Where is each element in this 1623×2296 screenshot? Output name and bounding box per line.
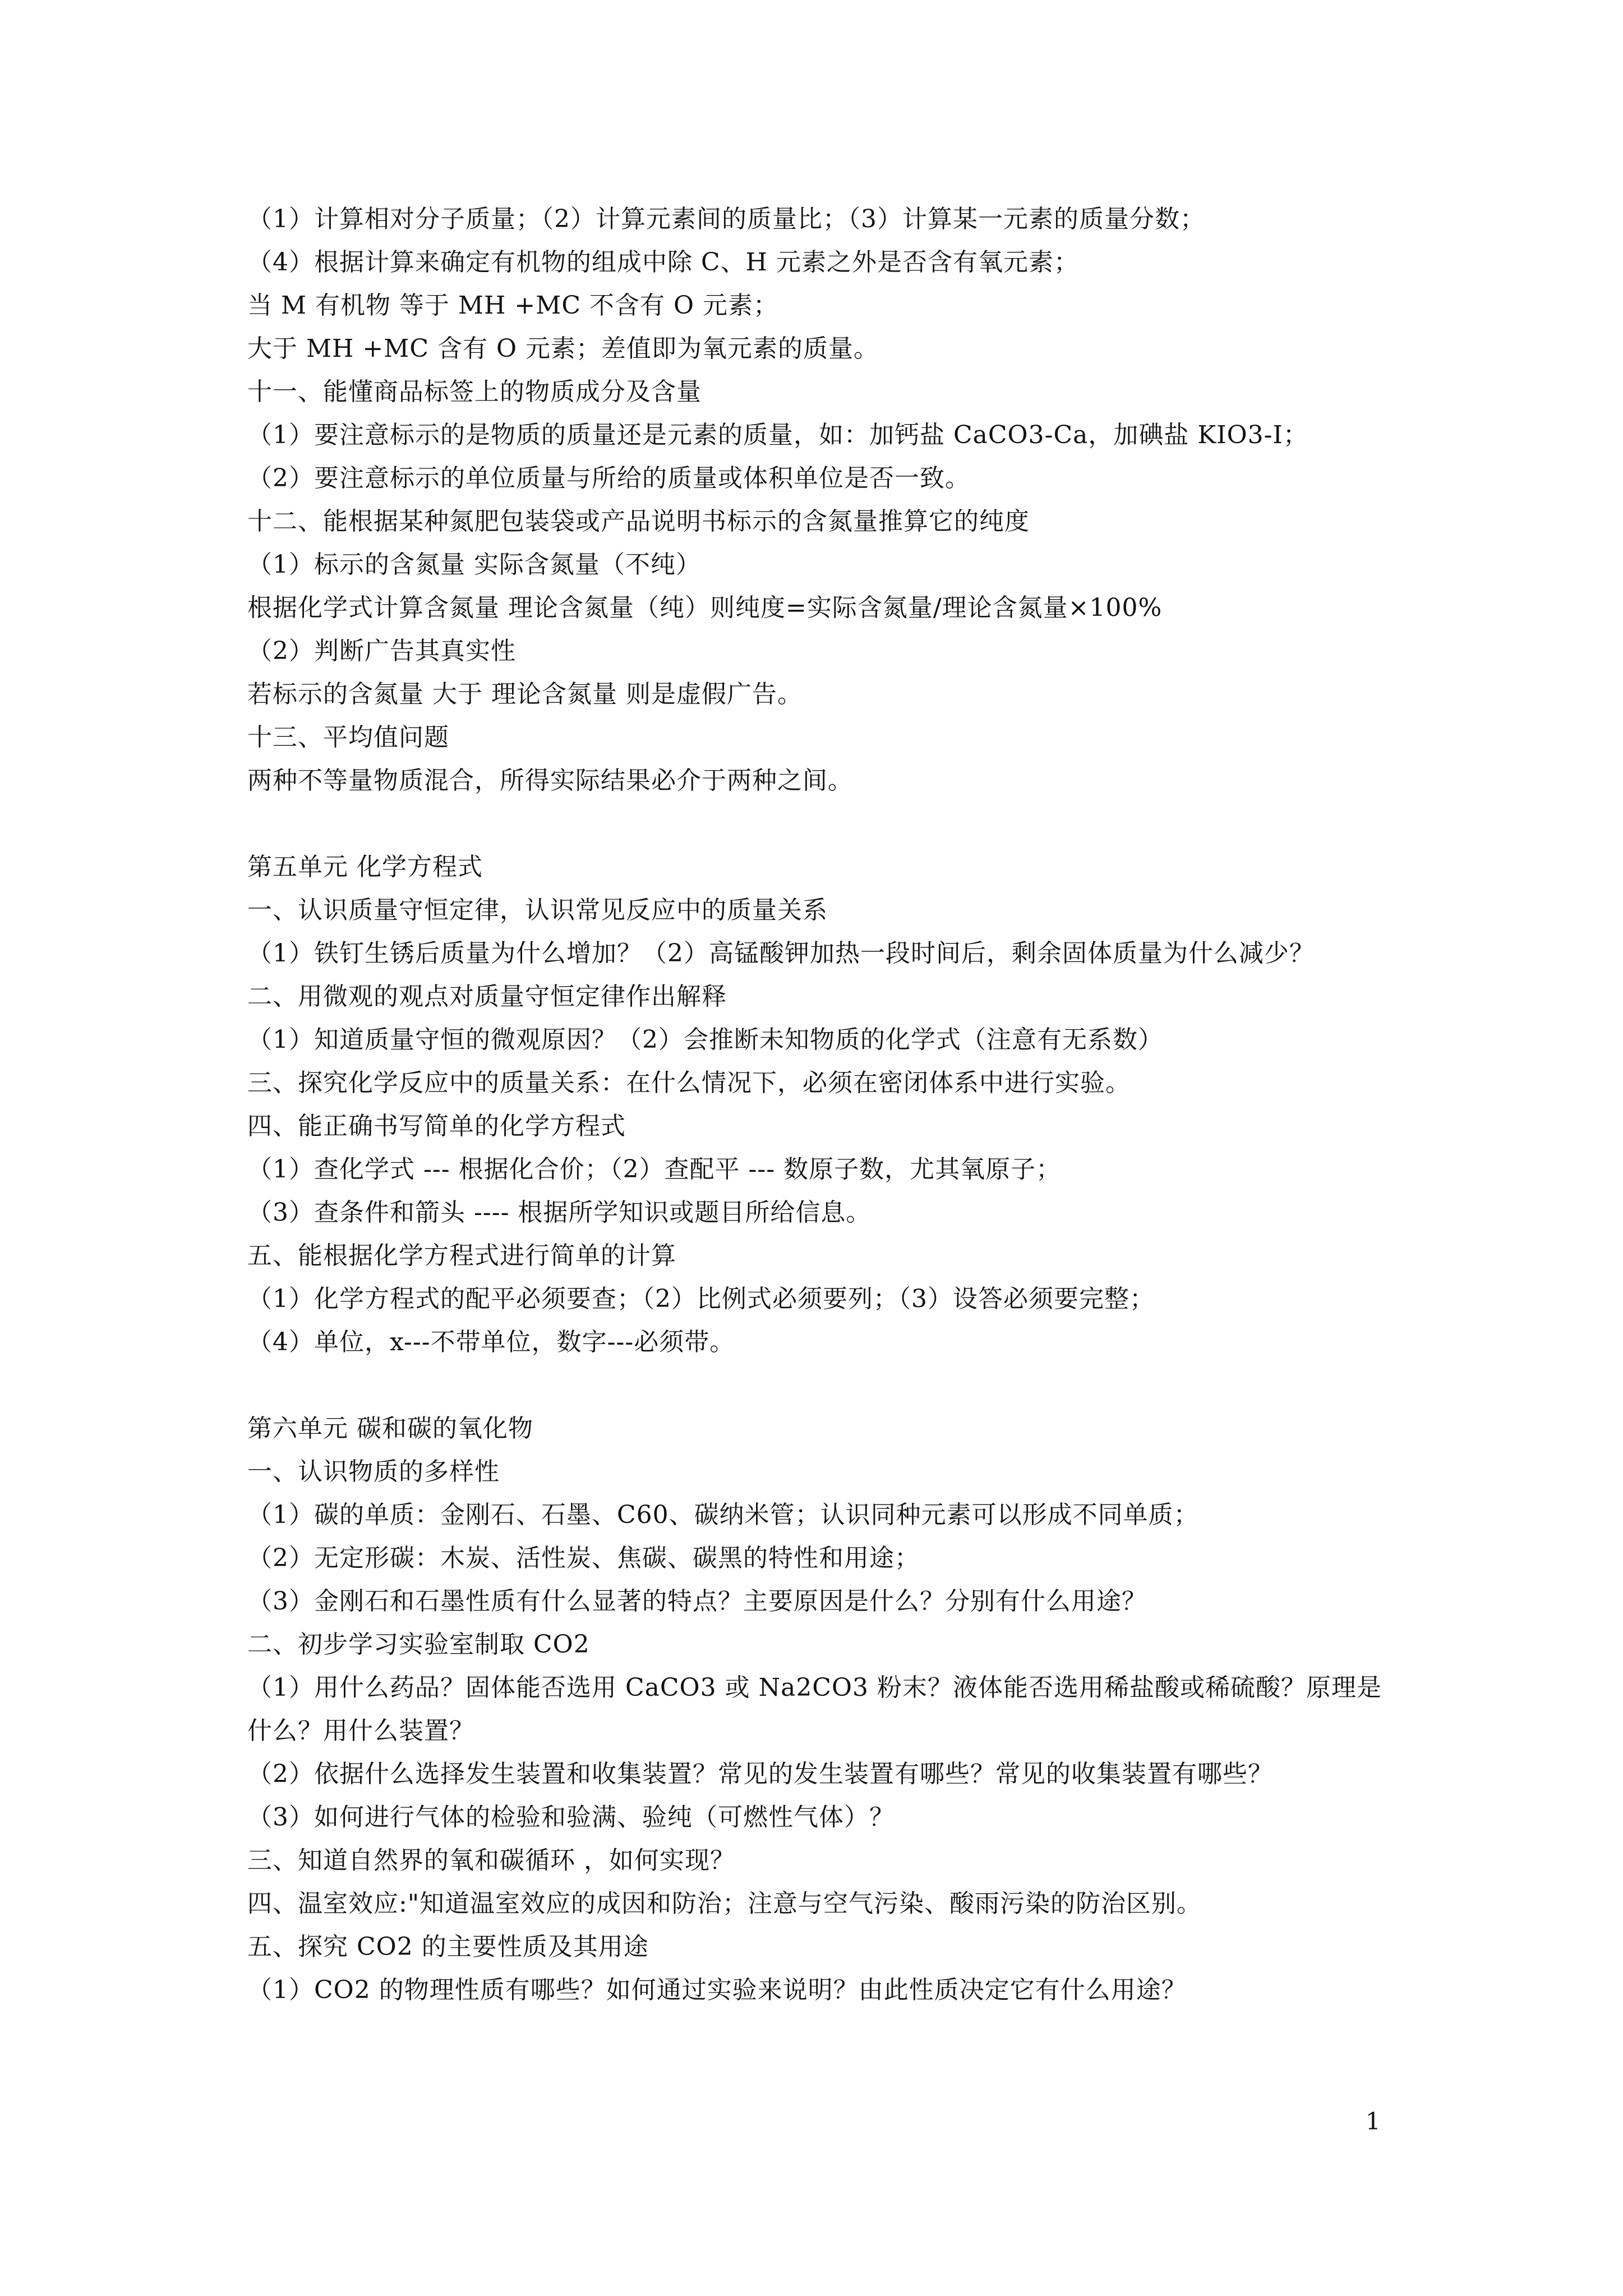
page-number: 1 — [1366, 2108, 1381, 2135]
section-heading: 一、认识物质的多样性 — [247, 1457, 500, 1486]
text-line: （4）单位，x---不带单位，数字---必须带。 — [247, 1328, 735, 1356]
text-line: （1）碳的单质：金刚石、石墨、C60、碳纳米管；认识同种元素可以形成不同单质； — [247, 1501, 1199, 1529]
text-line: 大于 MH +MC 含有 O 元素；差值即为氧元素的质量。 — [247, 334, 879, 363]
text-line: （3）如何进行气体的检验和验满、验纯（可燃性气体）？ — [247, 1803, 895, 1832]
text-line: （2）无定形碳：木炭、活性炭、焦碳、碳黑的特性和用途； — [247, 1544, 920, 1572]
section-heading: 三、探究化学反应中的质量关系：在什么情况下，必须在密闭体系中进行实验。 — [247, 1069, 1131, 1097]
section-heading: 四、能正确书写简单的化学方程式 — [247, 1112, 626, 1140]
text-line: 当 M 有机物 等于 MH +MC 不含有 O 元素； — [247, 291, 779, 320]
text-line: （1）要注意标示的是物质的质量还是元素的质量，如：加钙盐 CaCO3-Ca，加碘盐 KIO3-I； — [247, 421, 1308, 449]
text-line: （1）用什么药品？固体能否选用 CaCO3 或 Na2CO3 粉末？液体能否选用稀盐酸或稀硫酸？原理是什么？用什么装置？ — [247, 1673, 1382, 1745]
text-line: 两种不等量物质混合，所得实际结果必介于两种之间。 — [247, 766, 853, 795]
text-line: （1）标示的含氮量 实际含氮量（不纯） — [247, 550, 701, 579]
text-line: （1）CO2 的物理性质有哪些？如何通过实验来说明？由此性质决定它有什么用途？ — [247, 1976, 1187, 2004]
text-line: 根据化学式计算含氮量 理论含氮量（纯）则纯度=实际含氮量/理论含氮量×100% — [247, 593, 1163, 622]
text-line: （3）查条件和箭头 ---- 根据所学知识或题目所给信息。 — [247, 1198, 872, 1227]
text-line: （2）依据什么选择发生装置和收集装置？常见的发生装置有哪些？常见的收集装置有哪些？ — [247, 1760, 1273, 1788]
text-line: （1）计算相对分子质量；（2）计算元素间的质量比；（3）计算某一元素的质量分数； — [247, 205, 1205, 233]
text-line: （2）判断广告其真实性 — [247, 637, 516, 665]
section-heading: 二、用微观的观点对质量守恒定律作出解释 — [247, 982, 727, 1011]
section-heading: 十三、平均值问题 — [247, 723, 449, 752]
unit-title: 第六单元 碳和碳的氧化物 — [247, 1414, 533, 1443]
text-line: 若标示的含氮量 大于 理论含氮量 则是虚假广告。 — [247, 680, 803, 708]
section-heading: 一、认识质量守恒定律，认识常见反应中的质量关系 — [247, 896, 828, 924]
section-heading: 五、能根据化学方程式进行简单的计算 — [247, 1241, 676, 1270]
section-heading: 三、知道自然界的氧和碳循环 ，如何实现？ — [247, 1846, 735, 1875]
text-line: （1）化学方程式的配平必须要查；（2）比例式必须要列；（3）设答必须要完整； — [247, 1285, 1155, 1313]
section-heading: 二、初步学习实验室制取 CO2 — [247, 1630, 590, 1659]
text-line: （3）金刚石和石墨性质有什么显著的特点？主要原因是什么？分别有什么用途？ — [247, 1587, 1147, 1616]
document-page — [247, 197, 1397, 2012]
paragraph-gap — [247, 802, 1397, 845]
section-heading: 五、探究 CO2 的主要性质及其用途 — [247, 1932, 649, 1961]
section-heading: 四、温室效应:"知道温室效应的成因和防治；注意与空气污染、酸雨污染的防治区别。 — [247, 1889, 1202, 1918]
text-line: （1）铁钉生锈后质量为什么增加？（2）高锰酸钾加热一段时间后，剩余固体质量为什么减少？ — [247, 939, 1315, 968]
section-heading: 十二、能根据某种氮肥包装袋或产品说明书标示的含氮量推算它的纯度 — [247, 507, 1030, 536]
text-line: （1）查化学式 --- 根据化合价；（2）查配平 --- 数原子数，尤其氧原子； — [247, 1155, 1062, 1184]
text-line: （2）要注意标示的单位质量与所给的质量或体积单位是否一致。 — [247, 464, 970, 493]
section-heading: 十一、能懂商品标签上的物质成分及含量 — [247, 378, 702, 406]
text-line: （1）知道质量守恒的微观原因？（2）会推断未知物质的化学式（注意有无系数） — [247, 1025, 1163, 1054]
text-line: （4）根据计算来确定有机物的组成中除 C、H 元素之外是否含有氧元素； — [247, 248, 1080, 277]
paragraph-gap — [247, 1364, 1397, 1407]
unit-title: 第五单元 化学方程式 — [247, 853, 483, 881]
